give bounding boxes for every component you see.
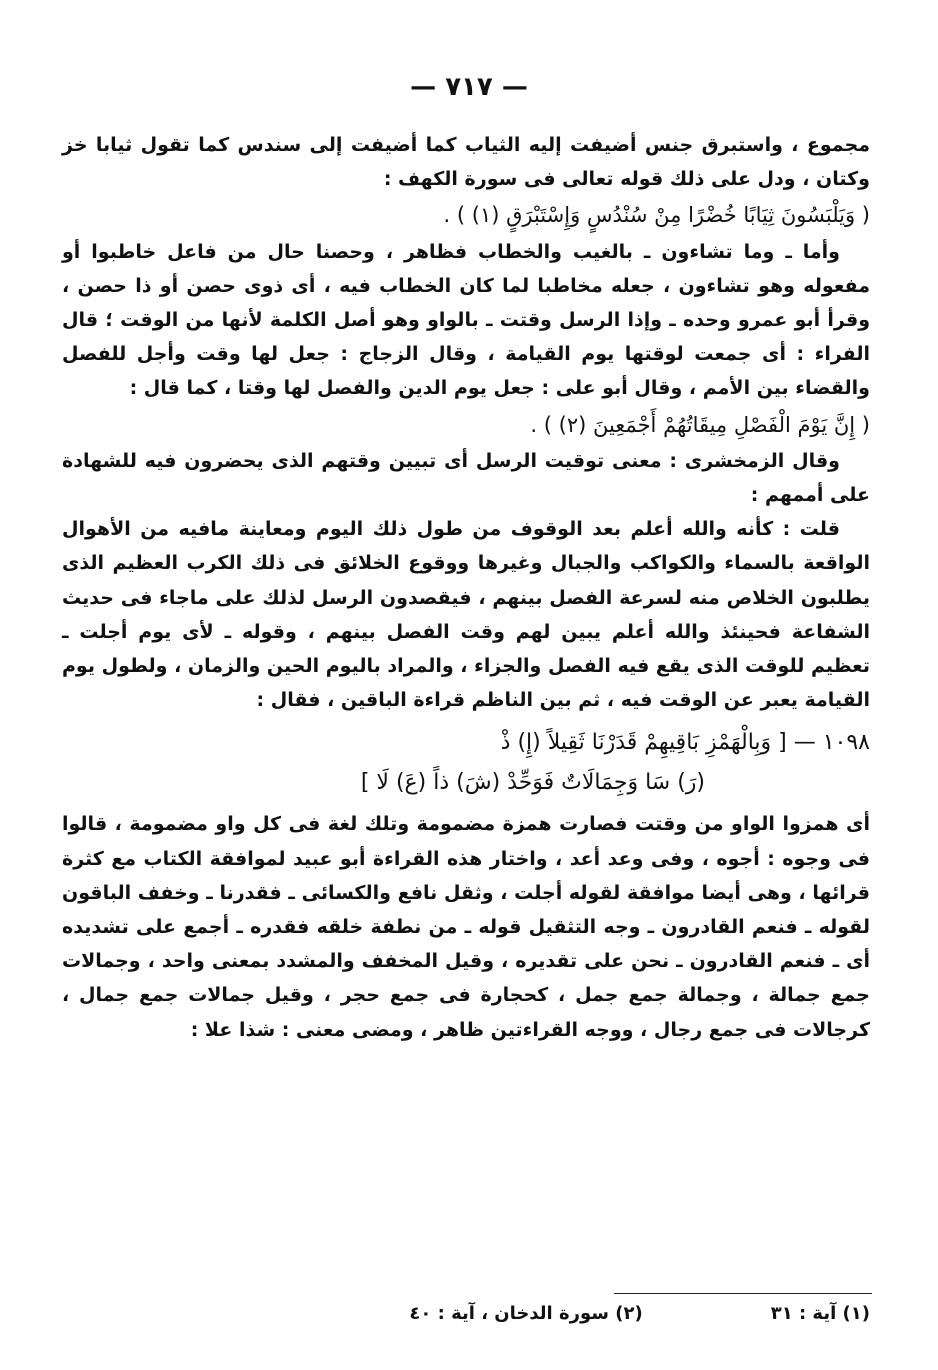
commentary-paragraph: أى همزوا الواو من وقتت فصارت همزة مضمومة وتلك لغة فى كل واو مضمومة ، قالوا فى وجوه : أجوه ، وفى وعد أعد ، واختار هذه القراءة أبو عبيد لموافقة الكتاب مع كثرة قرائها ، وهى أيضا موافقة لقوله أجلت ، وثقل نافع والكسائى ـ فقدرنا ـ وخفف الباقون لقوله ـ فنعم القادرون ـ وجه التثقيل قوله ـ من نطفة خلقه فقدره ـ أجمع على تشديده أى ـ فنعم القادرون ـ نحن على تقديره ، وقيل المخفف والمشدد بمعنى واحد ، وجمالات جمع جمالة ، وجمالة جمع جمل ، كحجارة فى جمع حجر ، وقيل جمالات جمع جمال ، كرجالات فى جمع رجال ، ووجه القراءتين ظاهر ، ومضى معنى : شذا علا : — [62, 813, 870, 1041]
footnote-2: (٢) سورة الدخان ، آية : ٤٠ — [409, 1303, 643, 1324]
poem-verse — [62, 723, 870, 803]
paragraph-1: مجموع ، واستبرق جنس أضيفت إليه الثياب كما أضيفت إلى سندس كما تقول ثيابا خز وكتان ، ودل على ذلك قوله تعالى فى سورة الكهف : — [62, 134, 870, 191]
poem-line-1: ١٠٩٨ — [ وَبِالْهَمْزِ بَاقِيهِمْ قَدَرْنَا ثَقِيلاً (إِ) ذْ — [500, 730, 870, 756]
main-text — [62, 128, 870, 1047]
page-number: — ٧١٧ — — [410, 72, 528, 102]
poem-line-2: (رَ) سَا وَجِمَالَاتٌ فَوَحِّدْ (شَ) ذاً (عَ) لَا ] — [360, 770, 705, 796]
quran-verse-2: ( إِنَّ يَوْمَ الْفَصْلِ مِيقَاتُهُمْ أَجْمَعِينَ (٢) ) . — [530, 412, 870, 437]
footnotes — [150, 1303, 870, 1324]
paragraph-3: وقال الزمخشرى : معنى توقيت الرسل أى تبيين وقتهم الذى يحضرون فيه للشهادة على أممهم : — [62, 449, 870, 507]
footnote-1: (١) آية : ٣١ — [770, 1303, 870, 1324]
footnote-divider — [614, 1293, 872, 1294]
paragraph-4: قلت : كأنه والله أعلم بعد الوقوف من طول ذلك اليوم ومعاينة مافيه من الأهوال الواقعة بالسماء والكواكب والجبال وغيرها ووقوع الخلائق فى ذلك الكرب العظيم الذى يطلبون الخلاص منه لسرعة الفصل بينهم ، فيقصدون الرسل لذلك على ماجاء فى حديث الشفاعة فحينئذ والله أعلم يبين لهم وقت الفصل بينهم ، وقوله ـ لأى يوم أجلت ـ تعظيم للوقت الذى يقع فيه الفصل والجزاء ، والمراد باليوم الحين والزمان ، ولطول يوم القيامة يعبر عن الوقت فيه ، ثم بين الناظم قراءة الباقين ، فقال : — [62, 518, 870, 712]
paragraph-2: وأما ـ وما تشاءون ـ بالغيب والخطاب فظاهر ، وحصنا حال من فاعل خاطبوا أو مفعوله وهو تشاءون ، جعله مخاطبا لما كان الخطاب فيه ، أى ذوى حصن أو ذا حصن ، وقرأ أبو عمرو وحده ـ وإذا الرسل وقتت ـ بالواو وهو أصل الكلمة لأنها من الوقت ؛ قال الفراء : أى جمعت لوقتها يوم القيامة ، وقال الزجاج : جعل لها وقت وأجل للفصل والقضاء بين الأمم ، وقال أبو على : جعل يوم الدين والفصل لها وقتا ، كما قال : — [62, 240, 870, 400]
quran-verse-1: ( وَيَلْبَسُونَ ثِيَابًا خُضْرًا مِنْ سُنْدُسٍ وَإِسْتَبْرَقٍ (١) ) . — [443, 203, 870, 228]
